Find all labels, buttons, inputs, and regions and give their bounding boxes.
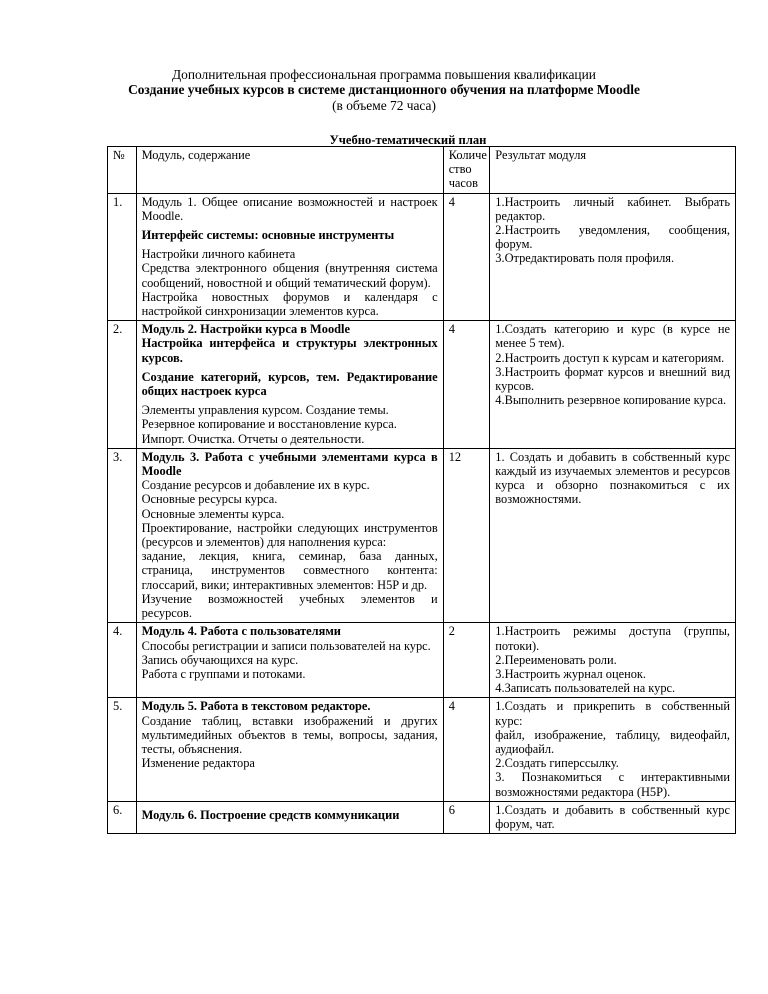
module-item: задание, лекция, книга, семинар, база данных, страница, инструментов совместного контента: глоссарий, вики; интерактивных элементов: H5P и др. xyxy=(141,549,438,592)
header-result: Результат модуля xyxy=(490,147,736,194)
row-num: 2. xyxy=(108,321,137,449)
table-row xyxy=(108,698,736,801)
result-item: 3.Настроить формат курсов и внешний вид курсов. xyxy=(495,364,730,394)
module-item: Создание таблиц, вставки изображений и других мультимедийных объектов в темы, вопросы, задания, тесты, объяснения. xyxy=(141,713,438,756)
row-module xyxy=(136,698,443,801)
result-item: 1.Создать категорию и курс (в курсе не менее 5 тем). xyxy=(495,322,730,351)
module-title: Модуль 4. Работа с пользователями xyxy=(141,624,341,639)
table-row xyxy=(108,448,736,622)
result-item: 1.Создать и добавить в собственный курс форум, чат. xyxy=(495,802,730,831)
module-item: Изучение возможностей учебных элементов и ресурсов. xyxy=(141,591,438,621)
module-item: Настройки личного кабинета xyxy=(141,247,296,262)
row-result xyxy=(490,321,736,449)
result-item: 2.Переименовать роли. xyxy=(495,652,617,667)
module-title: Модуль 5. Работа в текстовом редакторе. xyxy=(141,699,371,714)
result-item: 3.Отредактировать поля профиля. xyxy=(495,251,675,266)
row-module xyxy=(136,801,443,833)
table-row xyxy=(108,801,736,833)
module-topic: Интерфейс системы: основные инструменты xyxy=(141,228,395,243)
table-row xyxy=(108,321,736,449)
result-item: 3. Познакомиться с интерактивными возможностями редактора (H5P). xyxy=(495,770,730,799)
row-num: 1. xyxy=(108,193,137,321)
program-hours: (в объеме 72 часа) xyxy=(332,97,436,113)
module-item: Настройка новостных форумов и календаря с настройкой синхронизации элементов курса. xyxy=(141,289,438,319)
row-hours: 2 xyxy=(443,623,490,698)
row-module xyxy=(136,623,443,698)
module-item: Средства электронного общения (внутренняя система сообщений, новостной и общий тематический форум). xyxy=(141,261,438,290)
row-result xyxy=(490,698,736,801)
row-num: 6. xyxy=(108,801,137,833)
document-header xyxy=(0,67,768,113)
header-hours-line: часов xyxy=(448,176,478,191)
result-item: 2.Настроить доступ к курсам и категориям. xyxy=(495,350,725,365)
header-hours-line: Количе xyxy=(448,148,487,162)
header-hours xyxy=(443,147,490,194)
result-item: 4.Выполнить резервное копирование курса. xyxy=(495,393,727,408)
module-item: Проектирование, настройки следующих инструментов (ресурсов и элементов) для наполнения курса: xyxy=(141,520,438,550)
module-item: Основные элементы курса. xyxy=(141,506,285,521)
module-title: Модуль 1. Общее описание возможностей и настроек Moodle. xyxy=(141,194,438,223)
table-row xyxy=(108,623,736,698)
row-hours: 6 xyxy=(443,801,490,833)
header-module: Модуль, содержание xyxy=(136,147,443,194)
result-item: 1.Настроить режимы доступа (группы, потоки). xyxy=(495,624,730,653)
module-item: Импорт. Очистка. Отчеты о деятельности. xyxy=(141,431,365,446)
result-item: 3.Настроить журнал оценок. xyxy=(495,666,647,681)
row-module xyxy=(136,321,443,449)
module-item: Изменение редактора xyxy=(141,756,255,771)
program-type: Дополнительная профессиональная программа повышения квалификации xyxy=(172,67,596,82)
row-hours: 4 xyxy=(443,193,490,321)
module-title: Модуль 3. Работа с учебными элементами курса в Moodle xyxy=(141,449,438,479)
result-item: 1. Создать и добавить в собственный курс каждый из изучаемых элементов и ресурсов курса и обзорно познакомиться с их возможностями. xyxy=(495,449,730,507)
result-item: 2.Настроить уведомления, сообщения, форум. xyxy=(495,223,730,252)
curriculum-table xyxy=(107,146,736,834)
table-row xyxy=(108,193,736,321)
program-title: Создание учебных курсов в системе дистанционного обучения на платформе Moodle xyxy=(128,82,640,98)
row-num: 3. xyxy=(108,448,137,622)
result-item: 2.Создать гиперссылку. xyxy=(495,756,619,771)
plan-title: Учебно-тематический план xyxy=(329,133,487,147)
module-item: Основные ресурсы курса. xyxy=(141,492,278,507)
module-title: Модуль 6. Построение средств коммуникации xyxy=(141,807,400,822)
row-result xyxy=(490,623,736,698)
module-item: Способы регистрации и записи пользователей на курс. xyxy=(141,638,431,653)
row-module xyxy=(136,193,443,321)
module-topic: Настройка интерфейса и структуры электронных курсов. xyxy=(141,336,438,365)
row-hours: 4 xyxy=(443,321,490,449)
result-item: 1.Настроить личный кабинет. Выбрать редактор. xyxy=(495,194,730,223)
module-item: Резервное копирование и восстановление курса. xyxy=(141,417,397,432)
module-item: Работа с группами и потоками. xyxy=(141,666,306,681)
header-hours-line: ство xyxy=(448,162,472,177)
row-module xyxy=(136,448,443,622)
module-item: Элементы управления курсом. Создание темы. xyxy=(141,403,389,418)
module-item: Запись обучающихся на курс. xyxy=(141,652,299,667)
row-hours: 12 xyxy=(443,448,490,622)
row-hours: 4 xyxy=(443,698,490,801)
header-num: № xyxy=(108,147,137,194)
row-result xyxy=(490,801,736,833)
result-item: 4.Записать пользователей на курс. xyxy=(495,681,676,696)
module-title: Модуль 2. Настройки курса в Moodle xyxy=(141,322,350,337)
result-item: 1.Создать и прикрепить в собственный курс: xyxy=(495,699,730,728)
module-topic: Создание категорий, курсов, тем. Редактирование общих настроек курса xyxy=(141,369,438,399)
row-result xyxy=(490,448,736,622)
module-item: Создание ресурсов и добавление их в курс. xyxy=(141,478,370,493)
result-item: файл, изображение, таблицу, видеофайл, аудиофайл. xyxy=(495,727,730,756)
row-num: 5. xyxy=(108,698,137,801)
table-header-row xyxy=(108,147,736,194)
row-result xyxy=(490,193,736,321)
row-num: 4. xyxy=(108,623,137,698)
